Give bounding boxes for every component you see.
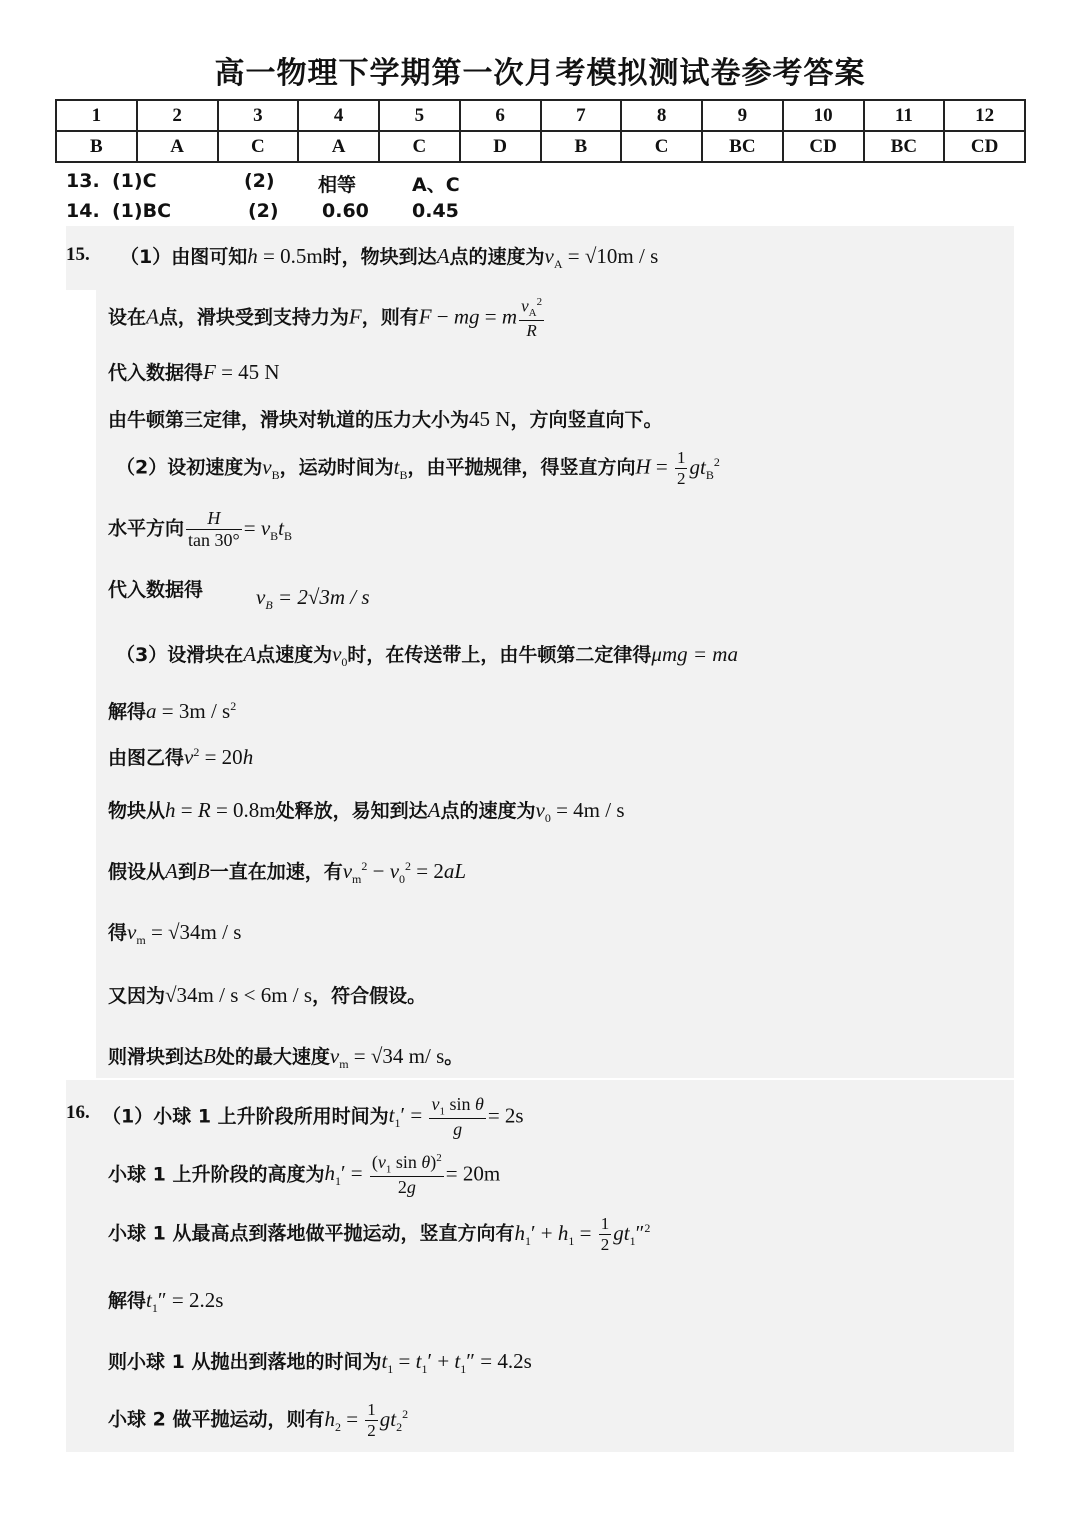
table-cell: 9 [702,100,783,131]
q14-answer-3: 0.45 [412,200,459,222]
q14-part2-label: (2) [248,200,279,222]
table-cell: 1 [56,100,137,131]
q16-number: 16. [66,1102,90,1123]
table-cell: CD [783,131,864,162]
q13-part1: (1)C [112,170,157,192]
table-row-answers [56,131,1025,162]
q15-line-15: 则滑块到达B处的最大速度$v_m = √34$ m/ s。 [108,1044,464,1072]
table-cell: 4 [298,100,379,131]
answer-table [55,99,1026,163]
page-title: 高一物理下学期第一次月考模拟测试卷参考答案 [214,56,866,91]
q16-line-5: 则小球 1 从抛出到落地的时间为$t_1 = t_1' + t_1'' = 4.2s$ [108,1349,532,1377]
table-cell: C [218,131,299,162]
q15-line-10: 由图乙得$v^2 = 20h$ [108,745,254,769]
q16-line-2: 小球 1 上升阶段的高度为$h_1'$ = $\frac{(v_1 \sin \theta)^2}{2g}$ = 20m [108,1152,501,1198]
table-cell: CD [944,131,1025,162]
q16-line-3: 小球 1 从最高点到落地做平抛运动，竖直方向有$h_1' + h_1$ = $\frac{1}{2}$ $gt_1''^2$ [108,1214,651,1254]
table-cell: 2 [137,100,218,131]
table-cell: D [460,131,541,162]
q13-part2-label: (2) [244,170,275,192]
table-cell: BC [702,131,783,162]
table-cell: 10 [783,100,864,131]
table-cell: B [56,131,137,162]
q13-number: 13. [66,170,100,192]
q16-line-6: 小球 2 做平抛运动，则有$h_2$ = $\frac{1}{2}$ $gt_2^2$ [108,1400,409,1440]
q15-line-12: 假设从A到B一直在加速，有$v_m^2 - v_0^2 = 2aL$ [108,859,467,887]
table-cell: A [298,131,379,162]
q15-line-2: 设在A点，滑块受到支持力为F，则有F − mg = m $\frac{v_A^2}{R}$ [108,296,543,340]
table-cell: B [541,131,622,162]
q15-line-8: （3）设滑块在A点速度为$v_0$时，在传送带上，由牛顿第二定律得μmg = ma [116,642,738,670]
q15-line-11: 物块从h = R = 0.8m处释放，易知到达A点的速度为$v_0 = 4m / s$ [108,798,625,826]
q13-answer-3: A、C [412,174,460,196]
table-cell: 5 [379,100,460,131]
table-cell: A [137,131,218,162]
q15-line-6: 水平方向 $\frac{H}{\tan 30^\circ}$ = $v_Bt_B$ [108,508,293,550]
table-cell: 11 [864,100,945,131]
q15-line-13: 得$v_m = √34m / s$ [108,920,242,948]
q13-answer-2: 相等 [318,174,357,196]
q15-number: 15. [66,244,90,265]
q15-line-5: （2）设初速度为$v_B$，运动时间为$t_B$，由平抛规律，得竖直方向H = $\frac{1}{2}$ $gt_B^2$ [116,448,720,488]
table-cell: 8 [621,100,702,131]
q15-line-14: 又因为√34m / s < 6m / s，符合假设。 [108,983,427,1007]
q16-line-1: （1）小球 1 上升阶段所用时间为$t_1'$ = $\frac{v_1 \sin \theta}{g}$ = 2s [102,1094,524,1140]
table-row-numbers [56,100,1025,131]
q15-line-7: 代入数据得 [108,579,204,601]
table-cell: BC [864,131,945,162]
q16-line-4: 解得$t_1'' = 2.2s$ [108,1288,224,1316]
q15-line-7-formula: $v_B = 2√3m / s$ [256,585,370,613]
q14-part1: (1)BC [112,200,172,222]
q15-line-3: 代入数据得F = 45 N [108,360,280,384]
table-cell: 3 [218,100,299,131]
q14-number: 14. [66,200,100,222]
q15-line-1: （1）由图可知h = 0.5m时，物块到达A点的速度为$v_A = √10m / s$ [120,244,659,272]
table-cell: 12 [944,100,1025,131]
q14-answer-2: 0.60 [322,200,369,222]
table-cell: C [621,131,702,162]
q15-line-4: 由牛顿第三定律，滑块对轨道的压力大小为45 N，方向竖直向下。 [108,407,663,431]
table-cell: C [379,131,460,162]
q15-line-9: 解得$a = 3m / s^2$ [108,699,237,723]
table-cell: 6 [460,100,541,131]
table-cell: 7 [541,100,622,131]
